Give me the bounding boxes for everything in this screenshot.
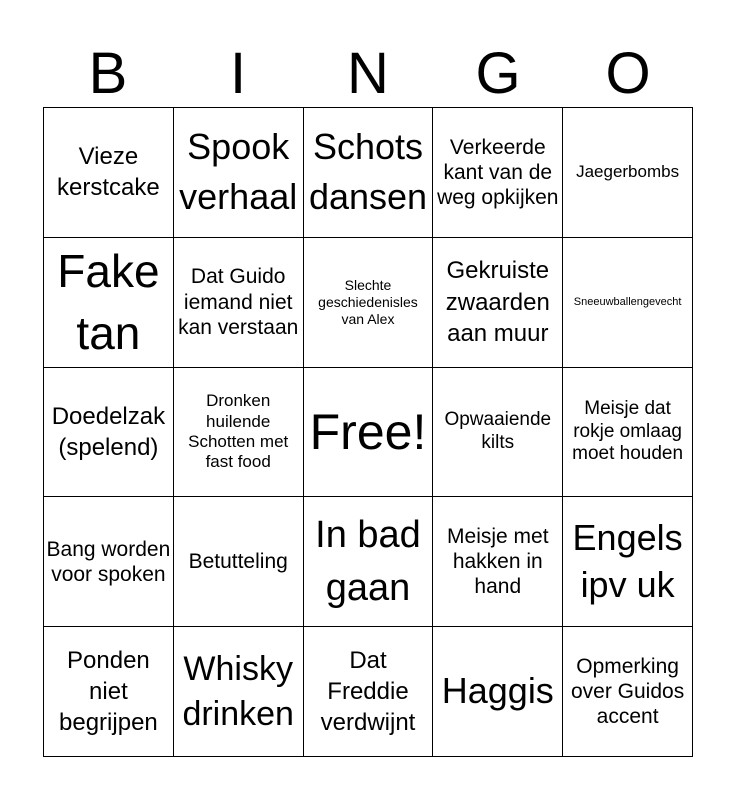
bingo-card: [43, 107, 693, 757]
bingo-cell[interactable]: Dat Freddie verdwijnt: [304, 627, 434, 757]
bingo-cell[interactable]: Sneeuwballengevecht: [563, 238, 693, 368]
bingo-cell[interactable]: Vieze kerstcake: [44, 108, 174, 238]
bingo-header: [43, 40, 693, 108]
bingo-cell[interactable]: Bang worden voor spoken: [44, 497, 174, 627]
bingo-cell[interactable]: Opwaaiende kilts: [433, 368, 563, 498]
free-space[interactable]: Free!: [304, 368, 434, 498]
bingo-cell[interactable]: Dronken huilende Schotten met fast food: [174, 368, 304, 498]
header-letter-b: B: [88, 41, 128, 106]
header-letter-n: N: [347, 41, 389, 106]
bingo-cell[interactable]: Engels ipv uk: [563, 497, 693, 627]
bingo-cell[interactable]: Jaegerbombs: [563, 108, 693, 238]
bingo-cell[interactable]: Dat Guido iemand niet kan verstaan: [174, 238, 304, 368]
bingo-cell[interactable]: Meisje met hakken in hand: [433, 497, 563, 627]
bingo-cell[interactable]: Spook verhaal: [174, 108, 304, 238]
header-letter-g: G: [475, 41, 521, 106]
bingo-cell[interactable]: Schots dansen: [304, 108, 434, 238]
bingo-cell[interactable]: Haggis: [433, 627, 563, 757]
bingo-cell[interactable]: Whisky drinken: [174, 627, 304, 757]
bingo-cell[interactable]: Ponden niet begrijpen: [44, 627, 174, 757]
header-letter-o: O: [605, 41, 651, 106]
bingo-cell[interactable]: In bad gaan: [304, 497, 434, 627]
bingo-cell[interactable]: Betutteling: [174, 497, 304, 627]
bingo-cell[interactable]: Gekruiste zwaarden aan muur: [433, 238, 563, 368]
bingo-cell[interactable]: Meisje dat rokje omlaag moet houden: [563, 368, 693, 498]
bingo-cell[interactable]: Fake tan: [44, 238, 174, 368]
bingo-cell[interactable]: Slechte geschiedenisles van Alex: [304, 238, 434, 368]
bingo-cell[interactable]: Opmerking over Guidos accent: [563, 627, 693, 757]
bingo-cell[interactable]: Verkeerde kant van de weg opkijken: [433, 108, 563, 238]
bingo-cell[interactable]: Doedelzak (spelend): [44, 368, 174, 498]
header-letter-i: I: [229, 41, 247, 106]
